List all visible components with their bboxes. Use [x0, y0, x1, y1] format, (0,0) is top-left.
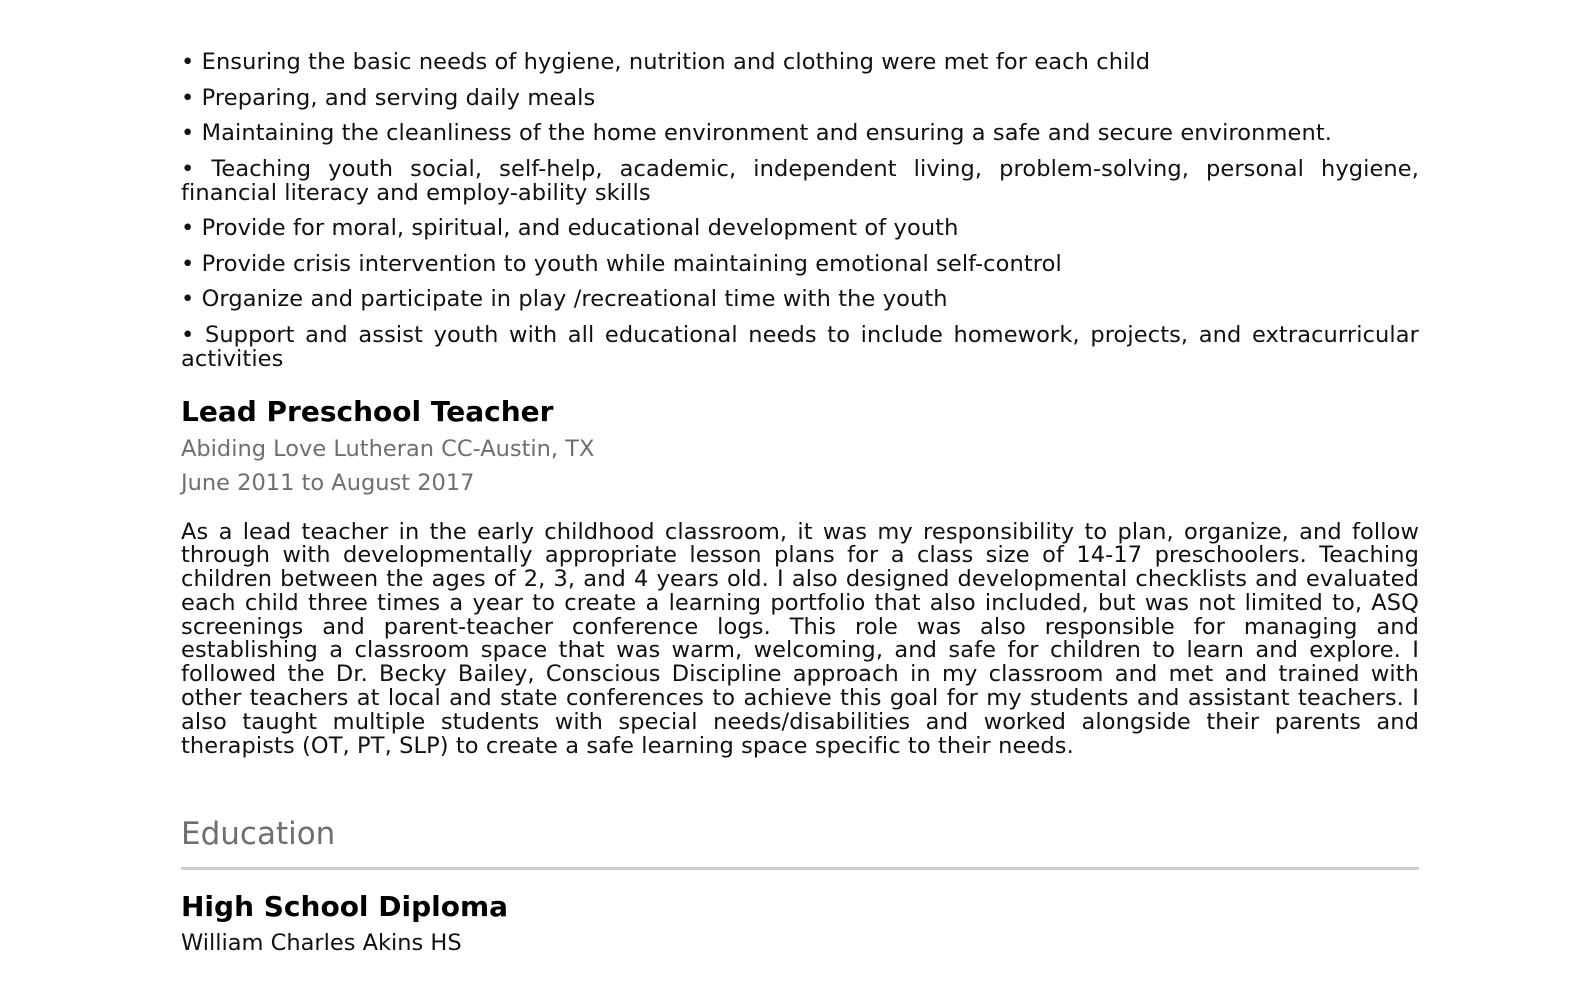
- job-duties-list: [181, 50, 1419, 371]
- duty-bullet: • Ensuring the basic needs of hygiene, nutrition and clothing were met for each child: [181, 49, 1151, 75]
- section-heading-education: Education: [181, 816, 336, 853]
- resume-content: [181, 50, 1419, 956]
- job-dates: June 2011 to August 2017: [181, 469, 475, 496]
- duty-bullet: • Provide for moral, spiritual, and educational development of youth: [181, 215, 959, 241]
- duty-bullet: • Organize and participate in play /recreational time with the youth: [181, 286, 948, 312]
- duty-bullet: • Maintaining the cleanliness of the home environment and ensuring a safe and secure environment.: [181, 120, 1333, 146]
- section-divider: [181, 867, 1419, 870]
- duty-bullet: • Support and assist youth with all educational needs to include homework, projects, and extracurricular activities: [181, 321, 1419, 372]
- job-description: As a lead teacher in the early childhood classroom, it was my responsibility to plan, organize, and follow through with developmentally appropriate lesson plans for a class size of 14-17 preschoolers. Teaching children between the ages of 2, 3, and 4 years old. I also designed developmental checklists and evaluated each child three times a year to create a learning portfolio that also included, but was not limited to, ASQ screenings and parent-teacher conference logs. This role was also responsible for managing and establishing a classroom space that was warm, welcoming, and safe for children to learn and explore. I followed the Dr. Becky Bailey, Conscious Discipline approach in my classroom and met and trained with other teachers at local and state conferences to achieve this goal for my students and assistant teachers. I also taught multiple students with special needs/disabilities and worked alongside their parents and therapists (OT, PT, SLP) to create a safe learning space specific to their needs.: [181, 518, 1419, 759]
- duty-bullet: • Teaching youth social, self-help, academic, independent living, problem-solving, personal hygiene, financial literacy and employ-ability skills: [181, 155, 1419, 206]
- duty-bullet: • Provide crisis intervention to youth while maintaining emotional self-control: [181, 250, 1062, 277]
- education-degree: High School Diploma: [181, 890, 509, 924]
- duty-bullet: • Preparing, and serving daily meals: [181, 84, 596, 111]
- job-employer: Abiding Love Lutheran CC-Austin, TX: [181, 435, 595, 462]
- job-entry: [181, 395, 1419, 759]
- education-section: [181, 815, 1419, 956]
- job-title: Lead Preschool Teacher: [181, 394, 554, 428]
- education-school: William Charles Akins HS: [181, 930, 462, 957]
